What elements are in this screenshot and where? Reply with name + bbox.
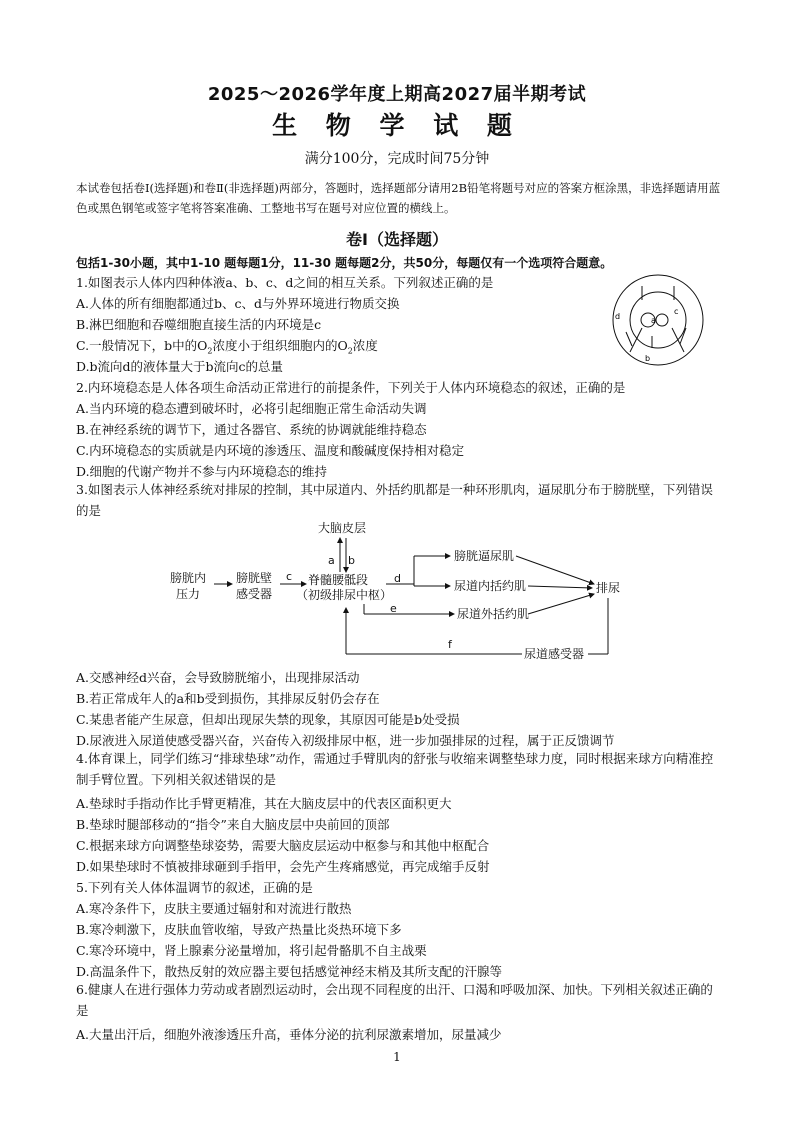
q5-option-a: A.寒冷条件下，皮肤主要通过辐射和对流进行散热	[76, 901, 352, 916]
q3-stem: 3.如图表示人体神经系统对排尿的控制，其中尿道内、外括约肌都是一种环形肌肉，逼尿肌分布于膀胱壁，下列错误的是	[76, 482, 713, 518]
label-a: a	[328, 554, 335, 567]
node-receptor-1: 膀胱壁	[236, 571, 273, 585]
q5-stem: 5.下列有关人体体温调节的叙述，正确的是	[76, 880, 313, 895]
q5-option-c: C.寒冷环境中，肾上腺素分泌量增加，将引起骨骼肌不自主战栗	[76, 943, 427, 958]
q2-stem: 2.内环境稳态是人体各项生命活动正常进行的前提条件，下列关于人体内环境稳态的叙述，正确的是	[76, 380, 626, 395]
node-external-sphincter: 尿道外括约肌	[457, 607, 530, 621]
q1-option-d: D.b流向d的液体量大于b流向c的总量	[76, 359, 284, 374]
section-instructions: 包括1-30小题，其中1-10 题每题1分，11-30 题每题2分，共50分，每题仅有一个选项符合题意。	[76, 256, 613, 270]
node-center-1: 脊髓腰骶段	[308, 573, 369, 587]
cell-circle-2	[656, 314, 668, 326]
label-b: b	[645, 354, 651, 363]
node-pressure-2: 压力	[176, 587, 201, 601]
q1-option-a: A.人体的所有细胞都通过b、c、d与外界环境进行物质交换	[76, 296, 400, 311]
q1-option-b: B.淋巴细胞和吞噬细胞直接生活的内环境是c	[76, 317, 322, 332]
node-urinate: 排尿	[596, 581, 621, 595]
q6-option-a: A.大量出汗后，细胞外液渗透压升高，垂体分泌的抗利尿激素增加，尿量减少	[76, 1027, 502, 1042]
body-fluid-diagram	[598, 272, 718, 372]
q5-option-d: D.高温条件下，散热反射的效应器主要包括感觉神经末梢及其所支配的汗腺等	[76, 964, 503, 979]
node-center-2: （初级排尿中枢）	[296, 588, 393, 602]
q4-option-c: C.根据来球方向调整垫球姿势，需要大脑皮层运动中枢参与和其他中枢配合	[76, 838, 490, 853]
q6-stem: 6.健康人在进行强体力劳动或者剧烈运动时，会出现不同程度的出汗、口渴和呼吸加深、加快。下列相关叙述正确的是	[76, 982, 713, 1018]
q5-option-b: B.寒冷刺激下，皮肤血管收缩，导致产热量比炎热环境下多	[76, 922, 402, 937]
label-d: d	[394, 572, 401, 585]
subject-title: 生 物 学 试 题	[272, 111, 522, 140]
q1-stem: 1.如图表示人体内四种体液a、b、c、d之间的相互关系。下列叙述正确的是	[76, 275, 494, 290]
exam-notice: 本试卷包括卷Ⅰ(选择题)和卷Ⅱ(非选择题)两部分，答题时，选择题部分请用2B铅笔将题号对应的答案方框涂黑，非选择题请用蓝色或黑色钢笔或签字笔将答案准确、工整地书写在题号对应位置的横线上。	[76, 181, 721, 215]
node-detrusor: 膀胱逼尿肌	[454, 549, 515, 563]
node-pressure-1: 膀胱内	[170, 571, 207, 585]
node-cortex: 大脑皮层	[318, 521, 367, 535]
q4-option-a: A.垫球时手指动作比手臂更精准，其在大脑皮层中的代表区面积更大	[76, 796, 452, 811]
q3-option-a: A.交感神经d兴奋，会导致膀胱缩小，出现排尿活动	[76, 670, 360, 685]
q2-option-b: B.在神经系统的调节下，通过各器官、系统的协调就能维持稳态	[76, 422, 427, 437]
label-c: c	[286, 570, 293, 583]
node-urethra-sensor: 尿道感受器	[524, 647, 585, 661]
exam-subtitle: 满分100分，完成时间75分钟	[304, 151, 490, 167]
q4-stem: 4.体育课上，同学们练习“排球垫球”动作，需通过手臂肌肉的舒张与收缩来调整垫球力度，同时根据来球方向精准控制手臂位置。下列相关叙述错误的是	[76, 751, 714, 787]
outer-circle	[613, 275, 703, 365]
exam-title: 2025～2026学年度上期高2027届半期考试	[207, 84, 587, 105]
label-f: f	[448, 638, 452, 651]
q4-option-d: D.如果垫球时不慎被排球砸到手指甲，会先产生疼痛感觉，再完成缩手反射	[76, 859, 490, 874]
page-number: 1	[393, 1050, 401, 1064]
q4-option-b: B.垫球时腿部移动的“指令”来自大脑皮层中央前回的顶部	[76, 817, 390, 832]
q2-option-d: D.细胞的代谢产物并不参与内环境稳态的维持	[76, 464, 328, 479]
label-b: b	[348, 554, 355, 567]
node-internal-sphincter: 尿道内括约肌	[454, 579, 527, 593]
label-c: c	[674, 307, 679, 316]
node-receptor-2: 感受器	[236, 587, 273, 601]
q3-option-d: D.尿液进入尿道使感受器兴奋，兴奋传入初级排尿中枢，进一步加强排尿的过程，属于正反馈调节	[76, 733, 615, 748]
q2-option-a: A.当内环境的稳态遭到破坏时，必将引起细胞正常生命活动失调	[76, 401, 427, 416]
section-title: 卷Ⅰ（选择题）	[346, 230, 448, 249]
q1-option-c: C.一般情况下，b中的$O_2$浓度小于组织细胞内的$O_2$浓度	[76, 338, 378, 356]
label-a: a	[651, 316, 656, 325]
label-d: d	[615, 312, 621, 321]
q3-option-b: B.若正常成年人的a和b受到损伤，其排尿反射仍会存在	[76, 691, 380, 706]
urination-control-diagram	[168, 518, 638, 663]
label-e: e	[390, 602, 397, 615]
q3-option-c: C.某患者能产生尿意，但却出现尿失禁的现象，其原因可能是b处受损	[76, 712, 460, 727]
q2-option-c: C.内环境稳态的实质就是内环境的渗透压、温度和酸碱度保持相对稳定	[76, 443, 465, 458]
